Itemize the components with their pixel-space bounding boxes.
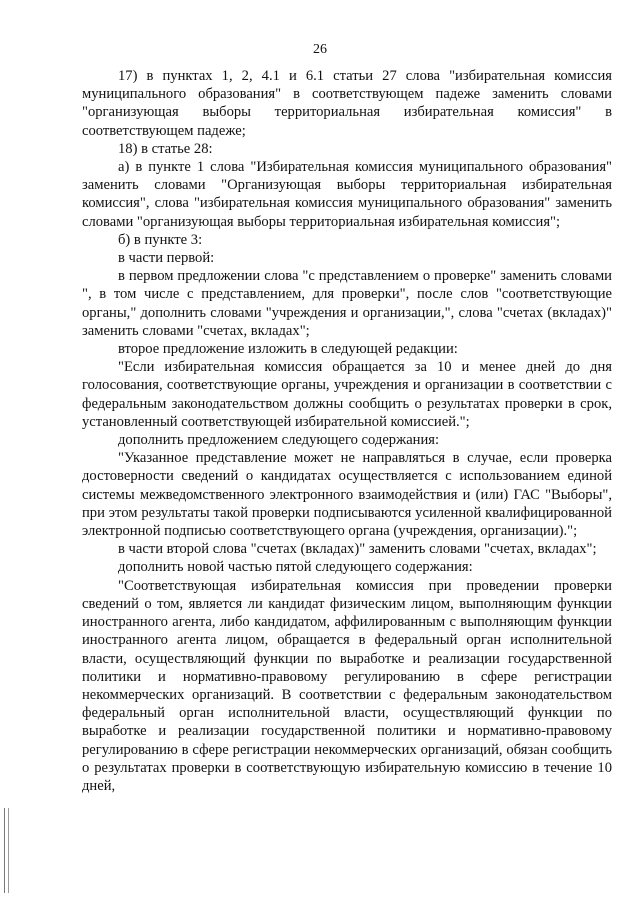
paragraph: дополнить предложением следующего содержания: [118,432,440,449]
paragraph: в части второй слова "счетах (вкладах)" заменить словами "счетах, вкладах"; [118,541,597,558]
paragraph: "Указанное представление может не направляться в случае, если проверка достоверности сведений о кандидатах осуществляется с использованием единой системы межведомственного электронного взаимодействия и (или) ГАС "Выборы", при этом результаты такой проверки подписываются усиленной квалифицированной электронной подписью соответствующего органа (учреждения, организации)."; [82,450,612,540]
paragraph: 18) в статье 28: [118,140,213,157]
paragraph: "Если избирательная комиссия обращается за 10 и менее дней до дня голосования, соответствующие органы, учреждения и организации в соответствии с федеральным законодательством должны сообщить о результатах проверки в срок, установленный соответствующей избирательной комиссией."; [82,359,612,430]
paragraph: а) в пункте 1 слова "Избирательная комиссия муниципального образования" заменить словами "Организующая выборы территориальная избирательная комиссия", слова "избирательная комиссия муниципального образования" заменить словами "организующая выборы территориальная избирательная комиссия"; [82,159,612,230]
paragraph: в первом предложении слова "с представлением о проверке" заменить словами ", в том числе с представлением, для проверки", после слов "соответствующие органы," дополнить словами "учреждения и организации,", слова "счетах (вкладах)" заменить словами "счетах, вкладах"; [82,268,612,339]
binding-edge-mark [4,808,9,893]
paragraph: дополнить новой частью пятой следующего содержания: [118,559,473,576]
paragraph: б) в пункте 3: [118,231,203,248]
document-body [82,67,612,795]
paragraph: 17) в пунктах 1, 2, 4.1 и 6.1 статьи 27 слова "избирательная комиссия муниципального образования" в соответствующем падеже заменить словами "организующая выборы территориальная избирательная комиссия" в соответствующем падеже; [82,68,612,139]
page-number: 26 [313,42,327,57]
paragraph: в части первой: [118,250,215,267]
paragraph: "Соответствующая избирательная комиссия при проведении проверки сведений о том, является ли кандидат физическим лицом, выполняющим функции иностранного агента, либо кандидатом, аффилированным с выполняющим функции иностранного агента лицом, обращается в федеральный орган исполнительной власти, осуществляющий функции по выработке и реализации государственной политики и нормативно-правовому регулированию в сфере регистрации некоммерческих организаций. В соответствии с федеральным законодательством федеральный орган исполнительной власти, осуществляющий функции по выработке и реализации государственной политики и нормативно-правовому регулированию в сфере регистрации некоммерческих организаций, обязан сообщить о результатах проверки в соответствующую избирательную комиссию в течение 10 дней, [82,577,612,794]
paragraph: второе предложение изложить в следующей редакции: [118,341,458,358]
